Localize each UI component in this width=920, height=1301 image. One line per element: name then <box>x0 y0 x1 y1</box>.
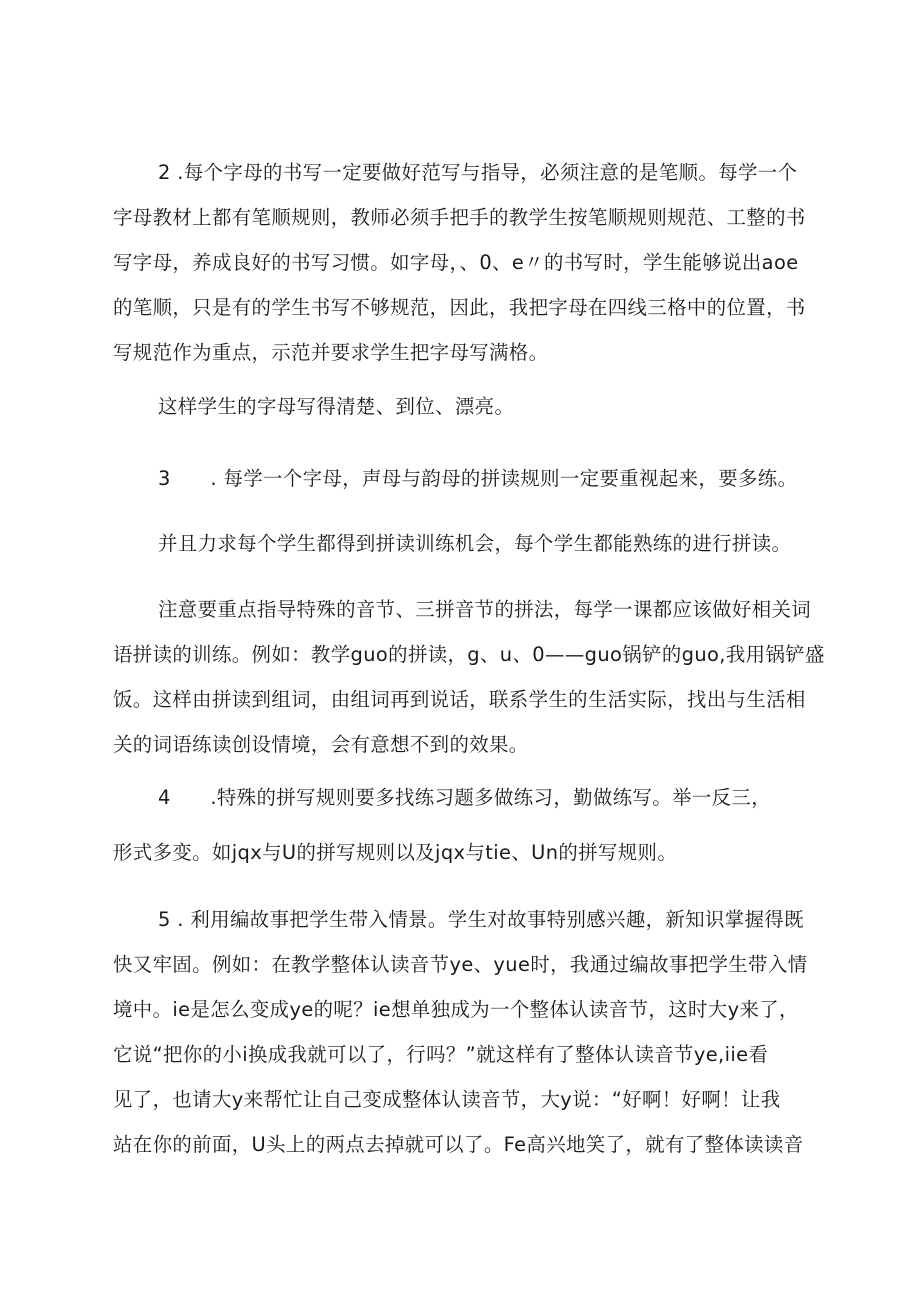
paragraph-2 <box>113 150 813 375</box>
text-line: 境中。ie是怎么变成ye的呢？ie想单独成为一个整体认读音节，这时大y来了， <box>113 998 799 1021</box>
paragraph-4-continued <box>113 830 813 875</box>
text-line: 它说“把你的小i换成我就可以了，行吗？”就这样有了整体认读音节ye,iie看 <box>113 1043 769 1066</box>
text-line: 快又牢固。例如：在教学整体认读音节ye、yue时，我通过编故事把学生带入情 <box>113 953 808 976</box>
text-line: 5 . 利用编故事把学生带入情景。学生对故事特别感兴趣，新知识掌握得既 <box>158 908 804 931</box>
text-line: 注意要重点指导特殊的音节、三拼音节的拼法，每学一课都应该做好相关词 <box>158 598 812 621</box>
text-line: 饭。这样由拼读到组词，由组词再到说话，联系学生的生活实际，找出与生活相 <box>113 688 806 711</box>
text-line: 这样学生的字母写得清楚、到位、漂亮。 <box>158 395 515 418</box>
text-line: 站在你的前面，U头上的两点去掉就可以了。Fe高兴地笑了，就有了整体读读音 <box>113 1133 804 1156</box>
text-line: 写字母，养成良好的书写习惯。如字母，、0、e〃的书写时，学生能够说出aoe <box>113 251 799 274</box>
text-line: 4 .特殊的拼写规则要多找练习题多做练习，勤做练写。举一反三， <box>158 786 772 809</box>
text-line: 的笔顺，只是有的学生书写不够规范，因此，我把字母在四线三格中的位置，书 <box>113 296 806 319</box>
text-line: 语拼读的训练。例如：教学guo的拼读，g、u、0——guo锅铲的guo,我用锅铲盛 <box>113 643 825 666</box>
paragraph-3 <box>113 456 813 501</box>
text-line: 字母教材上都有笔顺规则，教师必须手把手的教学生按笔顺规则规范、工整的书 <box>113 206 806 229</box>
text-line: 见了，也请大y来帮忙让自己变成整体认读音节，大y说：“好啊！好啊！让我 <box>113 1088 781 1111</box>
text-line: 形式多变。如jqx与U的拼写规则以及jqx与tie、Un的拼写规则。 <box>113 841 678 864</box>
text-line: 关的词语练读创设情境，会有意想不到的效果。 <box>113 733 529 756</box>
paragraph-5 <box>113 897 813 1167</box>
text-line: 并且力求每个学生都得到拼读训练机会，每个学生都能熟练的进行拼读。 <box>158 532 792 555</box>
paragraph-4 <box>113 775 813 820</box>
paragraph-3-continued <box>113 521 813 566</box>
text-line: 写规范作为重点，示范并要求学生把字母写满格。 <box>113 341 549 364</box>
text-line: 2 .每个字母的书写一定要做好范写与指导，必须注意的是笔顺。每学一个 <box>158 161 798 184</box>
paragraph-3-detail <box>113 587 825 767</box>
text-line: 3 . 每学一个字母，声母与韵母的拼读规则一定要重视起来，要多练。 <box>158 467 798 490</box>
paragraph-2-continued <box>113 384 813 429</box>
